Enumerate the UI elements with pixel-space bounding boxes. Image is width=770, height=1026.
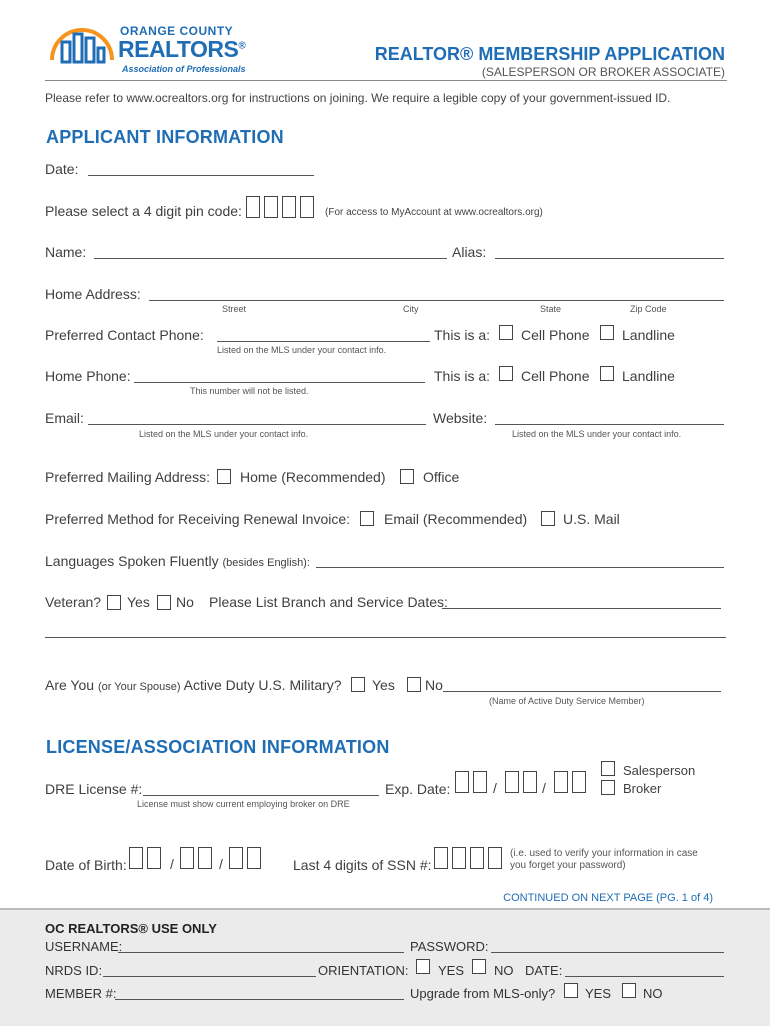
pref-landline-label: Landline [622,327,675,343]
date-field[interactable] [88,175,314,176]
continued-note: CONTINUED ON NEXT PAGE (PG. 1 of 4) [503,892,713,904]
exp-box-2[interactable] [473,771,487,793]
orientation-no-label: NO [494,963,514,978]
form-subtitle: (SALESPERSON OR BROKER ASSOCIATE) [481,65,725,79]
alias-label: Alias: [452,244,487,260]
dob-box-4[interactable] [198,847,212,869]
dob-slash-2: / [219,856,223,872]
nrds-label: NRDS ID: [45,963,103,978]
orientation-yes-label: YES [438,963,465,978]
dre-label: DRE License #: [45,781,143,797]
salesperson-label: Salesperson [623,763,696,778]
dob-box-3[interactable] [180,847,194,869]
dob-label: Date of Birth: [45,857,127,873]
home-address-label: Home Address: [45,286,141,302]
mailing-office-checkbox[interactable] [400,469,414,484]
pin-label: Please select a 4 digit pin code: [45,203,242,219]
dre-field[interactable] [143,795,379,796]
exp-box-1[interactable] [455,771,469,793]
exp-label: Exp. Date: [385,781,451,797]
password-field[interactable] [491,952,724,953]
broker-label: Broker [623,781,662,796]
zip-caption: Zip Code [630,304,667,314]
dob-box-5[interactable] [229,847,243,869]
home-landline-checkbox[interactable] [600,366,614,381]
orientation-yes-checkbox[interactable] [416,959,430,974]
branch-field[interactable] [442,608,721,609]
languages-field[interactable] [316,567,724,568]
website-field[interactable] [495,424,724,425]
exp-box-3[interactable] [505,771,519,793]
broker-checkbox[interactable] [601,780,615,795]
orientation-no-checkbox[interactable] [472,959,486,974]
pin-note: (For access to MyAccount at www.ocrealtors.org) [325,207,543,218]
home-cell-label: Cell Phone [521,368,590,384]
name-field[interactable] [94,258,447,259]
ssn-box-4[interactable] [488,847,502,869]
military-label: Are You (or Your Spouse) Active Duty U.S. Military? [45,677,342,693]
city-caption: City [403,304,419,314]
pref-phone-field[interactable] [217,341,430,342]
license-heading: LICENSE/ASSOCIATION INFORMATION [46,737,390,757]
logo-line2: REALTORS® [118,36,246,62]
home-phone-type-label: This is a: [434,368,491,384]
intro-text: Please refer to www.ocrealtors.org for instructions on joining. We require a legible copy of your government-issued ID. [45,91,671,105]
password-label: PASSWORD: [410,939,489,954]
veteran-label: Veteran? [45,594,102,610]
dob-box-2[interactable] [147,847,161,869]
pin-box-1[interactable] [246,196,260,218]
exp-box-5[interactable] [554,771,568,793]
home-landline-label: Landline [622,368,675,384]
date-label: Date: [45,161,79,177]
exp-slash-1: / [493,780,497,796]
email-note: Listed on the MLS under your contact info. [139,429,309,439]
exp-box-6[interactable] [572,771,586,793]
military-name-field[interactable] [443,691,721,692]
pref-landline-checkbox[interactable] [600,325,614,340]
veteran-yes-label: Yes [127,594,150,610]
state-caption: State [540,304,562,314]
branch-label: Please List Branch and Service Dates: [209,594,448,610]
pref-phone-note: Listed on the MLS under your contact info. [217,345,387,355]
ssn-box-1[interactable] [434,847,448,869]
upgrade-no-checkbox[interactable] [622,983,636,998]
orientation-date-label: DATE: [525,963,563,978]
upgrade-yes-label: YES [585,986,612,1001]
exp-slash-2: / [542,780,546,796]
renewal-mail-checkbox[interactable] [541,511,555,526]
pref-cell-label: Cell Phone [521,327,590,343]
logo-mark-icon [48,16,118,70]
military-no-checkbox[interactable] [407,677,421,692]
ssn-note-1: (i.e. used to verify your information in case [510,848,698,859]
military-yes-label: Yes [372,677,395,693]
renewal-email-checkbox[interactable] [360,511,374,526]
logo [48,14,248,80]
veteran-no-checkbox[interactable] [157,595,171,610]
languages-label: Languages Spoken Fluently (besides English): [45,553,310,569]
website-label: Website: [433,410,488,426]
dob-slash-1: / [170,856,174,872]
username-label: USERNAME: [45,939,123,954]
applicant-heading: APPLICANT INFORMATION [46,127,284,147]
ssn-box-2[interactable] [452,847,466,869]
name-label: Name: [45,244,87,260]
office-use-heading: OC REALTORS® USE ONLY [45,921,217,936]
member-field[interactable] [115,999,404,1000]
upgrade-yes-checkbox[interactable] [564,983,578,998]
orientation-label: ORIENTATION: [318,963,409,978]
renewal-mail-label: U.S. Mail [563,511,620,527]
home-phone-field[interactable] [134,382,425,383]
ssn-box-3[interactable] [470,847,484,869]
email-field[interactable] [88,424,426,425]
logo-line3: Association of Professionals [122,64,246,74]
pin-box-4[interactable] [300,196,314,218]
mailing-home-label: Home (Recommended) [240,469,386,485]
mailing-office-label: Office [423,469,460,485]
form-title: REALTOR® MEMBERSHIP APPLICATION [374,44,725,64]
veteran-yes-checkbox[interactable] [107,595,121,610]
branch-field-2[interactable] [45,637,726,638]
dre-note: License must show current employing broker on DRE [137,799,350,809]
home-phone-label: Home Phone: [45,368,131,384]
pref-phone-type-label: This is a: [434,327,491,343]
header-rule [45,80,727,81]
pin-box-2[interactable] [264,196,278,218]
pref-phone-label: Preferred Contact Phone: [45,327,204,343]
military-note: (Name of Active Duty Service Member) [489,696,645,706]
dob-box-1[interactable] [129,847,143,869]
member-label: MEMBER #: [45,986,117,1001]
street-caption: Street [222,304,247,314]
pref-cell-checkbox[interactable] [499,325,513,340]
renewal-label: Preferred Method for Receiving Renewal Invoice: [45,511,351,527]
website-note: Listed on the MLS under your contact info. [512,429,682,439]
upgrade-no-label: NO [643,986,663,1001]
alias-field[interactable] [495,258,724,259]
mailing-label: Preferred Mailing Address: [45,469,210,485]
upgrade-label: Upgrade from MLS-only? [410,986,556,1001]
exp-box-4[interactable] [523,771,537,793]
pin-box-3[interactable] [282,196,296,218]
veteran-no-label: No [176,594,194,610]
renewal-email-label: Email (Recommended) [384,511,528,527]
nrds-field[interactable] [103,976,316,977]
home-address-field[interactable] [149,300,724,301]
username-field[interactable] [118,952,404,953]
ssn-label: Last 4 digits of SSN #: [293,857,432,873]
ssn-note-2: you forget your password) [510,860,626,871]
orientation-date-field[interactable] [565,976,724,977]
dob-box-6[interactable] [247,847,261,869]
logo-line1: ORANGE COUNTY [120,24,234,38]
home-phone-note: This number will not be listed. [190,386,309,396]
home-cell-checkbox[interactable] [499,366,513,381]
salesperson-checkbox[interactable] [601,761,615,776]
email-label: Email: [45,410,84,426]
military-yes-checkbox[interactable] [351,677,365,692]
mailing-home-checkbox[interactable] [217,469,231,484]
military-no-label: No [425,677,443,693]
